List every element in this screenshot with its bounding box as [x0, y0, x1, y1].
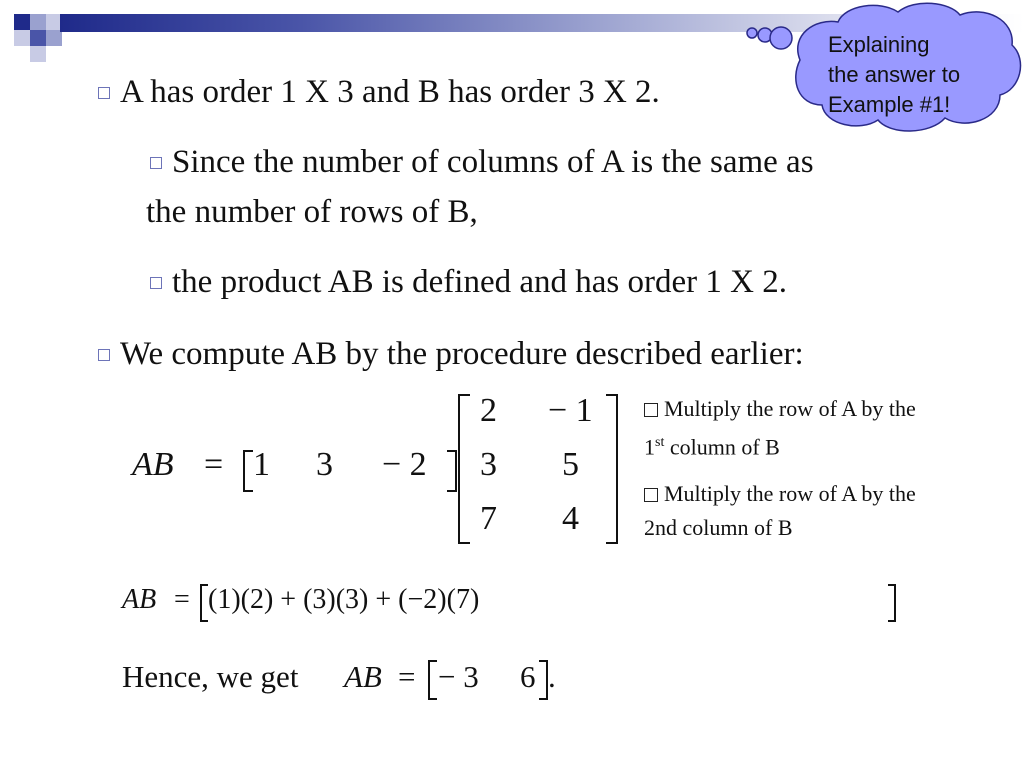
row-a-entry: 3 [316, 446, 333, 483]
equals-sign: = [398, 659, 416, 694]
note-text: column of B [664, 434, 780, 460]
checkbox-icon [644, 403, 658, 417]
sub-bullet-text: Since the number of columns of A is the same as [172, 144, 814, 180]
matrix-b-entry: 3 [480, 446, 497, 483]
bullet-box-icon [150, 157, 162, 169]
decor-square [30, 14, 46, 30]
result-entry: − 3 [438, 659, 479, 694]
result-period: . [548, 659, 556, 694]
bracket-right [888, 584, 896, 622]
cloud-line: Example #1! [828, 92, 951, 117]
row-a-entry: 1 [253, 446, 270, 483]
note-text: 1 [644, 434, 655, 460]
cloud-line: the answer to [828, 62, 961, 87]
note-text: Multiply the row of A by the [664, 396, 916, 421]
matrix-b-entry: − 1 [548, 392, 593, 429]
equals-sign: = [174, 584, 190, 615]
equals-sign: = [204, 446, 224, 483]
cloud-line: Explaining [828, 32, 930, 57]
decor-square [30, 30, 46, 46]
bullet-item [98, 334, 804, 374]
row-bracket-right [447, 450, 457, 492]
decor-square [14, 14, 30, 30]
cloud-text [828, 30, 998, 120]
bullet-box-icon [98, 87, 110, 99]
matrix-bracket-right [606, 394, 618, 544]
note-text: 2nd column of B [644, 515, 793, 540]
matrix-bracket-left [458, 394, 470, 544]
decor-square [30, 46, 46, 62]
sub-bullet-item [150, 142, 814, 182]
sub-bullet-continuation: the number of rows of B, [146, 194, 478, 230]
matrix-b-entry: 2 [480, 392, 497, 429]
note-text: Multiply the row of A by the [664, 481, 916, 506]
note-superscript: st [655, 435, 665, 450]
equation-lhs: AB [132, 446, 174, 483]
matrix-b-entry: 7 [480, 500, 497, 537]
decor-square [14, 30, 30, 46]
note-second-column [644, 477, 1019, 545]
note-first-column [644, 392, 1019, 464]
equation-lhs: AB [344, 659, 382, 694]
checkbox-icon [644, 488, 658, 502]
row-a-entry: − 2 [382, 446, 427, 483]
expression: (1)(2) + (3)(3) + (−2)(7) [208, 584, 480, 615]
result-prefix: Hence, we get [122, 659, 299, 694]
bullet-box-icon [150, 277, 162, 289]
bracket-right [539, 660, 548, 700]
bullet-text: A has order 1 X 3 and B has order 3 X 2. [120, 74, 660, 110]
sub-bullet-text: the product AB is defined and has order 1 X 2. [172, 264, 787, 300]
sub-bullet-item [150, 262, 787, 302]
bracket-left [428, 660, 437, 700]
bullet-box-icon [98, 349, 110, 361]
bullet-text: We compute AB by the procedure described earlier: [120, 336, 804, 372]
row-bracket-left [243, 450, 253, 492]
matrix-b-entry: 5 [562, 446, 579, 483]
result-entry: 6 [520, 659, 536, 694]
bullet-item [98, 72, 660, 112]
matrix-b-entry: 4 [562, 500, 579, 537]
bracket-left [200, 584, 208, 622]
decor-square [46, 30, 62, 46]
equation-lhs: AB [122, 584, 157, 615]
